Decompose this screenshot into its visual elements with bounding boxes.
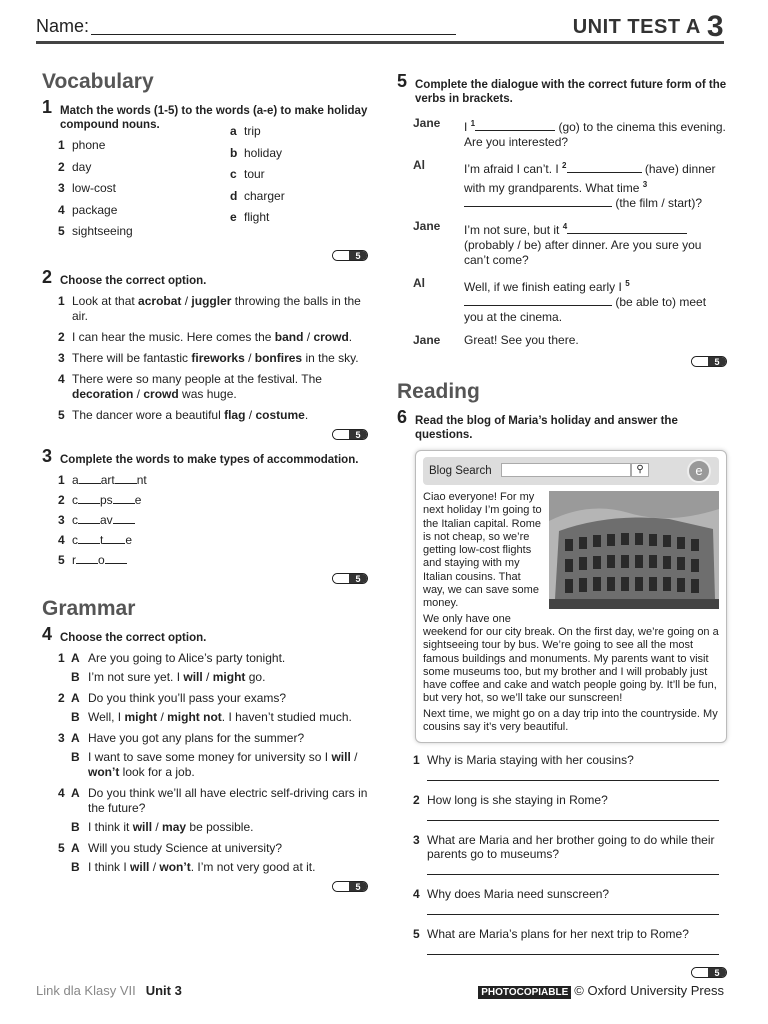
match-right-item — [230, 210, 350, 225]
line-text: I’m afraid I can’t. I — [464, 162, 563, 176]
item-text: There will be fantastic — [72, 351, 192, 365]
answer-blank[interactable] — [103, 533, 125, 544]
option-b[interactable]: may — [162, 820, 187, 834]
item-text: I want to save some money for university so I — [88, 750, 332, 764]
name-label: Name: — [36, 16, 90, 36]
word-fragment: e — [134, 493, 142, 507]
answer-line[interactable] — [427, 811, 719, 821]
score-box: 5 — [42, 573, 368, 585]
dialogue-line — [397, 333, 727, 348]
dialogue-line — [397, 116, 727, 150]
speaker-label-a: A — [71, 691, 80, 705]
speaker-label-a: A — [71, 651, 80, 665]
line-text: I’m not sure, but it — [464, 223, 563, 237]
answer-blank[interactable] — [567, 223, 687, 234]
colosseum-photo — [549, 491, 719, 609]
word-completion-item — [42, 553, 368, 568]
answer-blank[interactable] — [113, 513, 135, 524]
option-b[interactable]: might not — [167, 710, 222, 724]
left-column — [42, 70, 368, 905]
word-fragment: c — [72, 533, 78, 547]
item-number: 4 — [58, 786, 65, 800]
footer-unit: Unit 3 — [145, 983, 182, 998]
word-fragment: o — [98, 553, 105, 567]
line-text: (the film / start)? — [612, 196, 703, 210]
item-letter: a — [230, 124, 237, 138]
item-text: be possible. — [186, 820, 254, 834]
dialogue-line-b — [42, 750, 368, 780]
dialogue-line — [397, 276, 727, 325]
line-text: (have) dinner with my grandparents. What time — [464, 162, 716, 195]
option-separator: / — [202, 670, 213, 684]
item-number: 3 — [58, 351, 65, 365]
word-completion-item — [42, 493, 368, 508]
word-fragment: r — [72, 553, 76, 567]
option-a[interactable]: will — [132, 820, 153, 834]
word-completion-item — [42, 533, 368, 548]
option-b[interactable]: crowd — [313, 330, 349, 344]
option-separator: / — [245, 408, 256, 422]
word-fragment: t — [100, 533, 104, 547]
blog-search-input[interactable] — [501, 463, 631, 477]
answer-line[interactable] — [427, 865, 719, 875]
blog-search-label: Blog Search — [429, 465, 492, 477]
option-a[interactable]: might — [124, 710, 158, 724]
question-2-instruction: 2 Choose the correct option. — [42, 267, 207, 287]
item-text: I think it — [88, 820, 133, 834]
item-letter: c — [230, 167, 237, 181]
option-a[interactable]: decoration — [72, 387, 134, 401]
item-text: There were so many people at the festival. The — [72, 372, 322, 386]
reading-question — [397, 753, 727, 767]
answer-blank[interactable] — [475, 120, 555, 131]
item-number: 4 — [58, 533, 65, 547]
item-text: Look at that — [72, 294, 139, 308]
match-left-item — [42, 203, 222, 218]
line-text: (go) to the cinema this evening. Are you interested? — [464, 120, 726, 149]
reading-question — [397, 887, 727, 901]
answer-blank[interactable] — [105, 553, 127, 564]
item-text: . I’m not very good at it. — [190, 860, 316, 874]
question-1-instruction: 1 Match the words (1-5) to the words (a-e) to make holiday compound nouns. — [42, 97, 368, 131]
dialogue-line-b — [42, 670, 368, 685]
question-text: What are Maria and her brother going to do while their parents go to museums? — [427, 833, 715, 862]
item-number: 2 — [58, 330, 65, 344]
answer-blank[interactable] — [115, 473, 137, 484]
question-4-instruction: 4 Choose the correct option. — [42, 624, 207, 644]
item-number: 4 — [58, 372, 65, 386]
question-text: Why is Maria staying with her cousins? — [427, 753, 634, 768]
score-box: 5 — [397, 356, 727, 368]
item-text: go. — [245, 670, 266, 684]
dialogue-line-b — [42, 860, 368, 875]
item-number: 3 — [58, 513, 65, 527]
speaker-label-b: B — [71, 860, 80, 874]
unit-number: 3 — [706, 10, 724, 43]
option-a[interactable]: band — [274, 330, 304, 344]
line-text: I — [464, 120, 471, 134]
item-number: 1 — [58, 651, 65, 665]
line-text: Well, if we finish eating early I — [464, 280, 626, 294]
word-fragment: a — [72, 473, 79, 487]
right-column — [397, 71, 727, 991]
gap-number: 3 — [642, 180, 648, 189]
speaker-name: Al — [413, 276, 425, 290]
option-b[interactable]: might — [212, 670, 246, 684]
item-number: 4 — [58, 202, 65, 217]
answer-blank[interactable] — [78, 513, 100, 524]
match-left-item — [42, 181, 222, 196]
item-number: 1 — [413, 753, 420, 768]
item-text: flight — [244, 210, 270, 224]
section-title-reading: Reading — [397, 380, 480, 403]
gap-number: 2 — [562, 161, 567, 170]
page-footer — [36, 983, 724, 999]
answer-blank[interactable] — [79, 473, 101, 484]
option-b[interactable]: juggler — [191, 294, 232, 308]
item-text: was huge. — [178, 387, 237, 401]
word-fragment: c — [72, 493, 78, 507]
dialogue-line-a — [42, 691, 368, 706]
option-a[interactable]: flag — [224, 408, 246, 422]
match-right-item — [230, 189, 350, 204]
match-right-item — [230, 124, 350, 139]
answer-blank[interactable] — [464, 196, 612, 207]
answer-blank[interactable] — [78, 493, 100, 504]
item-number: 4 — [413, 887, 420, 902]
dialogue-line-a — [42, 841, 368, 856]
dialogue-line-a — [42, 651, 368, 666]
word-completion-item — [42, 513, 368, 528]
item-text: tour — [244, 167, 265, 181]
option-b[interactable]: won’t — [159, 860, 191, 874]
option-separator: / — [157, 710, 168, 724]
item-number: 3 — [58, 181, 65, 195]
speaker-name: Jane — [413, 333, 441, 347]
item-text: I’m not sure yet. I — [88, 670, 184, 684]
question-3-instruction: 3 Complete the words to make types of accommodation. — [42, 446, 359, 466]
item-text: . I haven’t studied much. — [221, 710, 352, 724]
question-text: How long is she staying in Rome? — [427, 793, 608, 808]
speaker-name: Jane — [413, 219, 441, 233]
answer-blank[interactable] — [113, 493, 135, 504]
question-text: Why does Maria need sunscreen? — [427, 887, 610, 902]
option-a[interactable]: fireworks — [191, 351, 245, 365]
answer-blank[interactable] — [76, 553, 98, 564]
item-number: 2 — [413, 793, 420, 808]
word-fragment: ps — [100, 493, 113, 507]
option-separator: / — [133, 387, 144, 401]
word-fragment: nt — [136, 473, 147, 487]
item-text: I can hear the music. Here comes the — [72, 330, 275, 344]
gap-number: 5 — [625, 279, 630, 288]
item-number: 1 — [58, 473, 65, 487]
item-text: holiday — [244, 145, 283, 160]
item-number: 5 — [413, 927, 420, 942]
item-text: trip — [244, 124, 261, 138]
match-left-item — [42, 160, 222, 175]
item-text: Do you think you’ll pass your exams? — [88, 691, 287, 705]
item-number: 5 — [58, 224, 65, 238]
option-separator: / — [303, 330, 314, 344]
option-separator: / — [181, 294, 192, 308]
item-text: phone — [72, 138, 106, 152]
option-a[interactable]: will — [331, 750, 351, 764]
item-text: Well, I — [88, 710, 125, 724]
section-title-vocabulary: Vocabulary — [42, 70, 154, 93]
score-box: 5 — [42, 429, 368, 441]
answer-blank[interactable] — [567, 162, 642, 173]
gap-number: 4 — [562, 222, 568, 231]
item-letter: e — [230, 210, 237, 224]
speaker-label-b: B — [71, 670, 80, 684]
item-text: . — [304, 408, 309, 422]
answer-line[interactable] — [427, 905, 719, 915]
item-letter: d — [230, 188, 238, 203]
item-text: I think I — [88, 860, 131, 874]
blog-text — [423, 491, 719, 734]
speaker-label-a: A — [71, 731, 80, 745]
option-a[interactable]: acrobat — [138, 294, 182, 308]
choice-item — [42, 372, 368, 402]
blog-card — [415, 450, 727, 743]
blog-paragraph-2: We only have one weekend for our city break. On the first day, we’re going on a sightseeing tour by bus. We’re going to see all the most famous buildings and monuments. My parents want to visit some museums too, but my brother and I will probably just have coffee and cake and watch people going by. It’ll be fun, but very hot, so we’ll take our sunscreen! — [423, 612, 719, 705]
blog-paragraph-3: Next time, we might go on a day trip into the countryside. My cousins say it’s very beautiful. — [423, 707, 718, 734]
option-b[interactable]: bonfires — [254, 351, 303, 365]
dialogue-line-a — [42, 786, 368, 816]
dialogue-line — [397, 158, 727, 211]
option-separator: / — [152, 820, 163, 834]
item-text: Have you got any plans for the summer? — [88, 731, 305, 745]
question-5-instruction: 5 Complete the dialogue with the correct future form of the verbs in brackets. — [397, 71, 727, 105]
item-number: 2 — [58, 159, 65, 174]
item-number: 5 — [58, 841, 65, 855]
speaker-label-b: B — [71, 820, 80, 834]
match-right-item — [230, 167, 350, 182]
item-text: throwing the balls in the air. — [72, 294, 361, 323]
dialogue-line-a — [42, 731, 368, 746]
speaker-label-b: B — [71, 750, 80, 764]
footer-course: Link dla Klasy VII Unit 3 — [36, 983, 182, 998]
option-b[interactable]: costume — [255, 408, 305, 422]
reading-question — [397, 833, 727, 861]
item-text: look for a job. — [119, 765, 195, 779]
choice-item — [42, 330, 368, 345]
option-a[interactable]: will — [183, 670, 203, 684]
item-text: day — [72, 159, 92, 174]
score-box: 5 — [397, 967, 727, 979]
line-text: (be able to) meet you at the cinema. — [464, 295, 707, 324]
blog-logo-icon: e — [687, 459, 711, 483]
item-number: 1 — [58, 294, 65, 308]
match-left-item — [42, 138, 222, 153]
option-b[interactable]: won’t — [88, 765, 120, 779]
section-title-grammar: Grammar — [42, 597, 136, 620]
match-exercise — [42, 124, 368, 246]
photocopiable-badge: PHOTOCOPIABLE — [478, 986, 571, 999]
line-text: (probably / be) after dinner. Are you sure you can’t come? — [464, 238, 702, 267]
word-fragment: e — [125, 533, 133, 547]
item-text: sightseeing — [72, 224, 133, 238]
dialogue-line-b — [42, 710, 368, 725]
reading-question — [397, 927, 727, 941]
speaker-label-a: A — [71, 786, 80, 800]
dialogue-line-b — [42, 820, 368, 835]
item-letter: b — [230, 145, 238, 160]
option-separator: / — [350, 750, 358, 764]
question-text: What are Maria’s plans for her next trip to Rome? — [427, 927, 689, 942]
item-number: 3 — [413, 833, 420, 848]
item-text: package — [72, 202, 118, 217]
blog-search-bar — [423, 457, 719, 485]
word-fragment: av — [100, 513, 113, 527]
match-right-item — [230, 146, 350, 161]
gap-number: 1 — [470, 119, 476, 128]
item-text: in the sky. — [302, 351, 359, 365]
item-text: Will you study Science at university? — [88, 841, 283, 855]
item-number: 5 — [58, 553, 65, 567]
item-number: 2 — [58, 493, 65, 507]
question-6-instruction: 6 Read the blog of Maria’s holiday and answer the questions. — [397, 407, 678, 441]
speaker-name: Jane — [413, 116, 441, 130]
item-text: low-cost — [72, 181, 117, 195]
option-a[interactable]: will — [130, 860, 150, 874]
choice-item — [42, 351, 368, 366]
choice-item — [42, 294, 368, 324]
answer-blank[interactable] — [464, 295, 612, 306]
answer-line[interactable] — [427, 945, 719, 955]
speaker-label-a: A — [71, 841, 80, 855]
reading-question — [397, 793, 727, 807]
word-fragment: c — [72, 513, 78, 527]
item-text: The dancer wore a beautiful — [72, 408, 225, 422]
blog-paragraph-1: Ciao everyone! For my next holiday I’m going to the Italian capital. Rome is not cheap, so we’re getting low-cost flights and staying with my Italian cousins. That way, we can save some money. — [423, 491, 542, 610]
score-box: 5 — [42, 881, 368, 893]
score-box: 5 — [42, 250, 368, 262]
item-text: Are you going to Alice’s party tonight. — [88, 651, 286, 665]
match-left-item — [42, 224, 222, 239]
word-fragment: art — [100, 473, 115, 487]
item-number: 1 — [58, 138, 65, 152]
word-completion-item — [42, 473, 368, 488]
dialogue-line — [397, 219, 727, 268]
choice-item — [42, 408, 368, 423]
speaker-name: Al — [413, 158, 425, 172]
item-number: 5 — [58, 408, 65, 422]
item-number: 3 — [58, 731, 65, 745]
footer-copyright: PHOTOCOPIABLE © Oxford University Press — [478, 983, 724, 998]
line-text: Great! See you there. — [464, 333, 579, 347]
unit-title: UNIT TEST A 3 — [572, 10, 724, 43]
option-separator: / — [244, 351, 255, 365]
answer-line[interactable] — [427, 771, 719, 781]
item-text: . — [348, 330, 353, 344]
option-b[interactable]: crowd — [143, 387, 179, 401]
item-text: charger — [244, 188, 285, 203]
page-header — [36, 10, 724, 44]
name-field[interactable] — [91, 34, 456, 35]
answer-blank[interactable] — [78, 533, 100, 544]
option-separator: / — [149, 860, 160, 874]
speaker-label-b: B — [71, 710, 80, 724]
search-icon[interactable]: ⚲ — [631, 463, 649, 477]
item-number: 2 — [58, 691, 65, 705]
item-text: Do you think we’ll all have electric self-driving cars in the future? — [88, 786, 368, 815]
